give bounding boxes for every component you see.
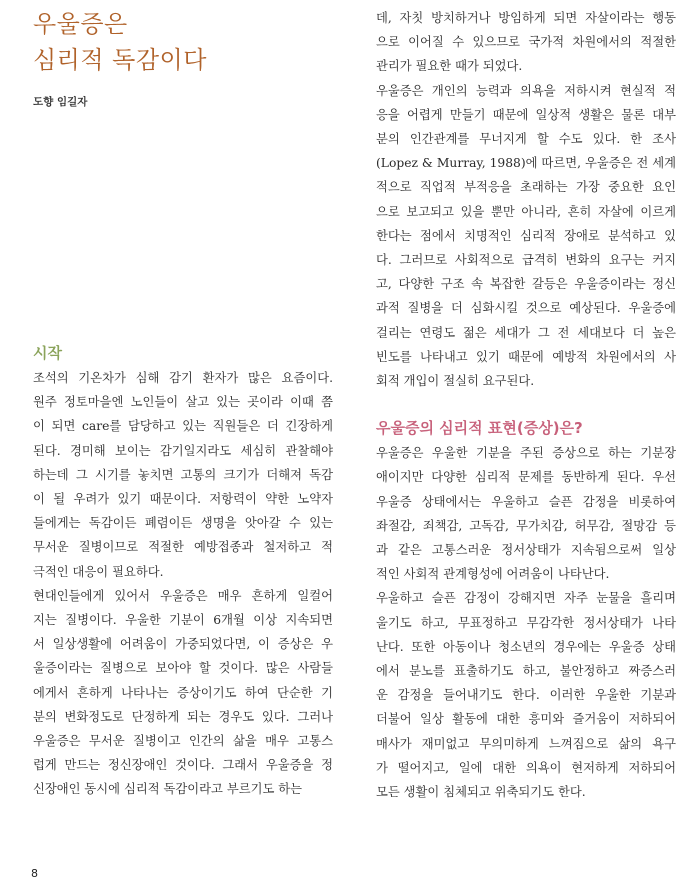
text-line: 가 떨어지고, 일에 대한 의욕이 현저하게 저하되어 — [376, 760, 676, 775]
paragraph — [376, 6, 676, 79]
right-column — [376, 6, 676, 804]
text-line: 현대인들에게 있어서 우울증은 매우 흔하게 일컬어 — [33, 588, 333, 603]
title-line-2: 심리적 독감이다 — [33, 46, 207, 74]
paragraph — [376, 79, 676, 394]
text-line: 다. 그러므로 사회적으로 급격히 변화의 요구는 커지 — [376, 253, 676, 268]
text-line: 응을 어렵게 만들기 때문에 일상적 생활은 물론 대부 — [376, 107, 676, 122]
text-line: 에서 분노를 표출하기도 하고, 불안정하고 짜증스러 — [376, 664, 676, 679]
text-line: 관리가 필요한 때가 되었다. — [376, 59, 523, 74]
text-line: 하는데 그 시기를 놓치면 고통의 크기가 더해져 독감 — [33, 467, 333, 482]
text-line: 들에게는 독감이든 폐렴이든 생명을 앗아갈 수 있는 — [33, 516, 333, 531]
text-line: 과적 질병을 더 심화시킬 것으로 예상된다. 우울증에 — [376, 301, 676, 316]
text-line: 한다는 점에서 치명적인 심리적 장애로 분석하고 있 — [376, 228, 676, 243]
text-line: 럽게 만드는 정신장애인 것이다. 그래서 우울증을 정 — [33, 758, 333, 773]
text-line: 운 감정을 들어내기도 한다. 이러한 우울한 기분과 — [376, 688, 676, 703]
text-line: 고, 다양한 구조 속 복잡한 갈등은 우울증이라는 정신 — [376, 277, 676, 292]
text-line: 모든 생활이 침체되고 위축되기도 한다. — [376, 785, 586, 800]
text-line: 우울증은 무서운 질병이고 인간의 삶을 매우 고통스 — [33, 734, 333, 749]
text-line: 무서운 질병이므로 적절한 예방접종과 철저하고 적 — [33, 540, 333, 555]
text-line: 우울증은 우울한 기분을 주된 증상으로 하는 기분장 — [376, 446, 676, 461]
right-paragraphs-top — [376, 6, 676, 393]
text-line: 이 되면 care를 담당하고 있는 직원들은 더 긴장하게 — [33, 419, 333, 434]
text-line: 적인 사회적 관계형성에 어려움이 나타난다. — [376, 567, 610, 582]
text-line: 빈도를 나타내고 있기 때문에 예방적 차원에서의 사 — [376, 349, 676, 364]
text-line: 된다. 경미해 보이는 감기일지라도 세심히 관찰해야 — [33, 443, 333, 458]
text-line: 으로 보고되고 있을 뿐만 아니라, 흔히 자살에 이르게 — [376, 204, 676, 219]
text-line: 매사가 재미없고 무의미하게 느껴짐으로 삶의 욕구 — [376, 736, 676, 751]
text-line: 극적인 대응이 필요하다. — [33, 564, 164, 579]
text-line: 분의 인간관계를 무너지게 할 수도 있다. 한 조사 — [376, 132, 676, 147]
left-column — [33, 342, 333, 802]
text-line: 원주 정토마을엔 노인들이 살고 있는 곳이라 이때 쯤 — [33, 395, 333, 410]
text-line: 애이지만 다양한 심리적 문제를 동반하게 된다. 우선 — [376, 470, 676, 485]
text-line: 난다. 또한 아동이나 청소년의 경우에는 우울증 상태 — [376, 639, 676, 654]
left-paragraphs — [33, 366, 333, 802]
paragraph — [376, 441, 676, 586]
page-number: 8 — [31, 867, 38, 880]
paragraph — [33, 366, 333, 584]
text-line: 지는 질병이다. 우울한 기분이 6개월 이상 지속되면 — [33, 613, 333, 628]
text-line: 데, 자칫 방치하거나 방임하게 되면 자살이라는 행동 — [376, 11, 676, 25]
author-name: 도향 임길자 — [33, 96, 88, 108]
section-heading-start: 시작 — [33, 344, 62, 362]
text-line: (Lopez & Murray, 1988)에 따르면, 우울증은 전 세계 — [376, 156, 676, 171]
text-line: 적으로 직업적 부적응을 초래하는 가장 중요한 요인 — [376, 180, 676, 195]
text-line: 에게서 흔하게 나타나는 증상이기도 하여 단순한 기 — [33, 685, 333, 700]
text-line: 이 될 우려가 있기 때문이다. 저항력이 약한 노약자 — [33, 492, 333, 507]
right-paragraphs-bottom — [376, 441, 676, 804]
text-line: 우울하고 슬픈 감정이 강해지면 자주 눈물을 흘리며 — [376, 591, 676, 606]
text-line: 으로 이어질 수 있으므로 국가적 차원에서의 적절한 — [376, 35, 676, 50]
paragraph — [376, 586, 676, 804]
text-line: 우울증 상태에서는 우울하고 슬픈 감정을 비롯하여 — [376, 494, 676, 509]
text-line: 분의 변화정도로 단정하게 되는 경우도 있다. 그러나 — [33, 709, 333, 724]
title-line-1: 우울증은 — [33, 10, 128, 38]
text-line: 울기도 하고, 무표정하고 무감각한 정서상태가 나타 — [376, 615, 676, 630]
article-title — [33, 6, 353, 78]
section-gap — [376, 393, 676, 417]
text-line: 걸리는 연령도 젊은 세대가 그 전 세대보다 더 높은 — [376, 325, 676, 340]
text-line: 신장애인 동시에 심리적 독감이라고 부르기도 하는 — [33, 782, 302, 797]
text-line: 우울증은 개인의 능력과 의욕을 저하시켜 현실적 적 — [376, 83, 676, 98]
text-line: 회적 개입이 절실히 요구된다. — [376, 374, 535, 389]
text-line: 과 같은 고통스러운 정서상태가 지속됨으로써 일상 — [376, 543, 676, 558]
section-heading-symptoms: 우울증의 심리적 표현(증상)은? — [376, 419, 583, 438]
text-line: 더불어 일상 활동에 대한 흥미와 즐거움이 저하되어 — [376, 712, 676, 727]
text-line: 좌절감, 죄책감, 고독감, 무가치감, 허무감, 절망감 등 — [376, 518, 676, 533]
text-line: 서 일상생활에 어려움이 가중되었다면, 이 증상은 우 — [33, 637, 333, 652]
paragraph — [33, 584, 333, 802]
text-line: 조석의 기온차가 심해 감기 환자가 많은 요즘이다. — [33, 371, 333, 385]
text-line: 울증이라는 질병으로 보아야 할 것이다. 많은 사람들 — [33, 661, 333, 676]
